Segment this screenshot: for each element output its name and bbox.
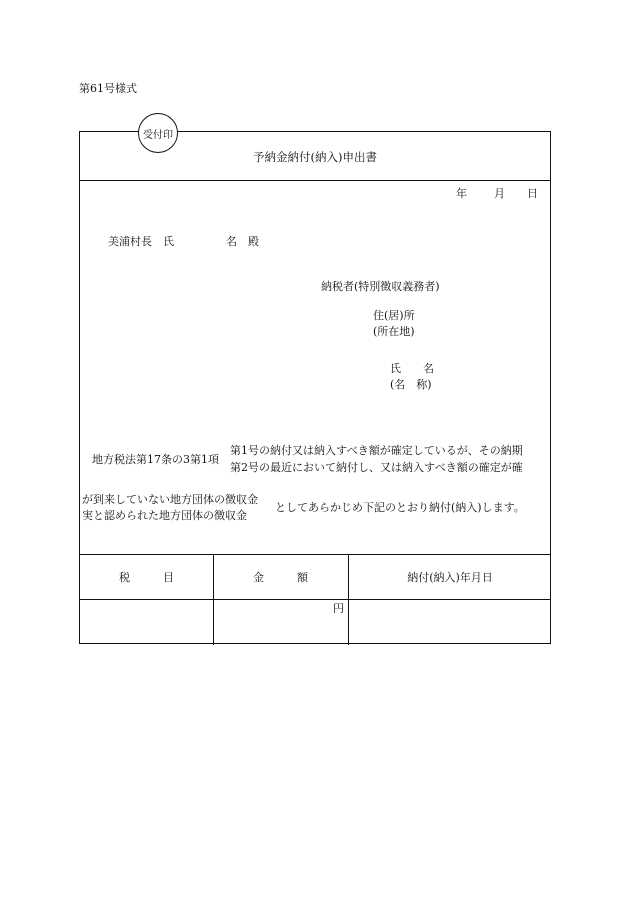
condition-1: 第1号の納付又は納入すべき額が確定しているが、その納期 [230, 444, 523, 457]
reception-stamp [138, 113, 178, 153]
table-col-divider-1 [213, 554, 214, 645]
taxpayer-name-label: 氏 名 [390, 362, 434, 375]
taxpayer-location-label: (所在地) [373, 325, 415, 338]
taxpayer-label: 納税者(特別徴収義務者) [321, 280, 440, 293]
addressee-mayor: 美浦村長 氏 [108, 235, 174, 248]
date-day-label: 日 [527, 187, 538, 200]
date-year-label: 年 [456, 187, 467, 200]
application-form [79, 131, 551, 644]
date-month-label: 月 [494, 187, 505, 200]
table-col-divider-2 [348, 554, 349, 645]
table-header-amount: 金 額 [253, 571, 308, 584]
reason-1: が到来していない地方団体の徴収金 [82, 493, 258, 506]
form-number: 第61号様式 [79, 82, 137, 95]
legal-basis: 地方税法第17条の3第1項 [92, 453, 219, 466]
addressee-honorific: 名 殿 [226, 235, 259, 248]
form-title: 予納金納付(納入)申出書 [253, 150, 377, 164]
table-header-payment-date: 納付(納入)年月日 [407, 571, 493, 584]
table-header-divider [80, 599, 550, 600]
closing-statement: としてあらかじめ下記のとおり納付(納入)します。 [275, 501, 525, 514]
reception-stamp-label: 受付印 [143, 129, 173, 141]
condition-2: 第2号の最近において納付し、又は納入すべき額の確定が確 [230, 461, 523, 474]
table-header-tax-item: 税 目 [119, 571, 174, 584]
title-divider [80, 180, 550, 181]
amount-currency-unit: 円 [333, 602, 344, 615]
taxpayer-address-label: 住(居)所 [373, 309, 415, 322]
table-top-border [80, 554, 550, 555]
taxpayer-entity-name-label: (名 称) [390, 378, 432, 391]
reason-2: 実と認められた地方団体の徴収金 [82, 509, 247, 522]
